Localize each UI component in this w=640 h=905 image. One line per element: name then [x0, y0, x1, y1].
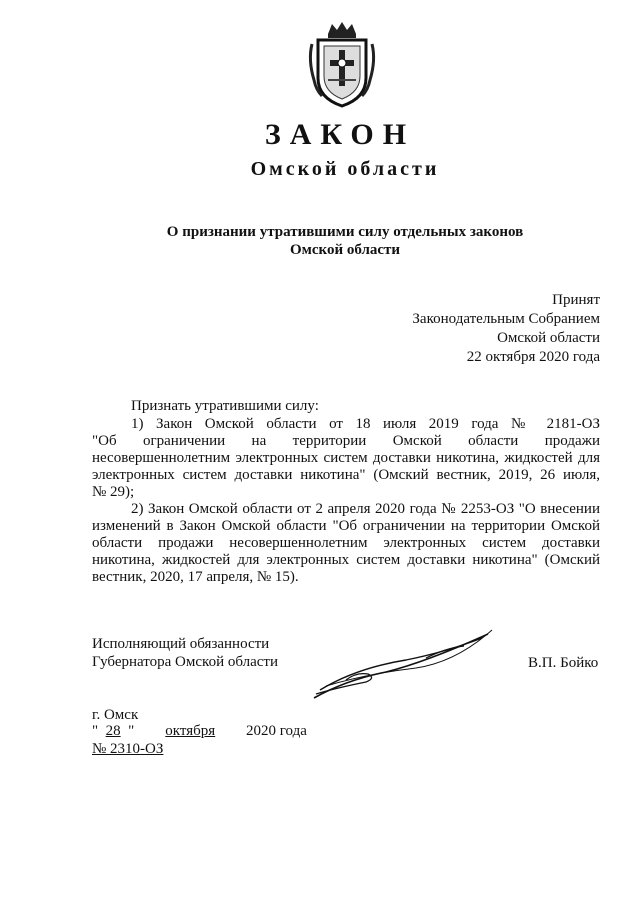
footer-city: г. Омск [92, 707, 139, 723]
footer-date-day: 28 [105, 723, 121, 739]
item1-line-4: электронных систем доставки никотина" (Омский вестник, 2019, 26 июля, [92, 467, 600, 483]
signatory-position-line-2: Губернатора Омской области [92, 654, 278, 670]
item2-line-5: вестник, 2020, 17 апреля, № 15). [92, 569, 299, 585]
document-subtitle: Омской области [250, 158, 440, 180]
handwritten-signature [306, 628, 496, 703]
omsk-coat-of-arms-emblem [306, 20, 378, 108]
item2-line-4: никотина, жидкостей для электронных систем доставки никотина" (Омский [92, 552, 600, 568]
signatory-name: В.П. Бойко [528, 655, 599, 671]
subject-line-1: О признании утратившими силу отдельных законов [166, 224, 524, 240]
footer-date-quote-open: " [92, 723, 99, 739]
item2-line-3: области продажи несовершеннолетним электронных систем доставки [92, 535, 600, 551]
signatory-position-line-1: Исполняющий обязанности [92, 636, 270, 652]
item1-line-1: 1) Закон Омской области от 18 июля 2019 года № 2181-ОЗ [131, 416, 600, 432]
footer-law-number: № 2310-ОЗ [92, 741, 164, 757]
adopted-line-1: Принят [552, 292, 600, 308]
footer-date-year: 2020 года [246, 723, 307, 739]
item1-line-3: несовершеннолетним электронных систем доставки никотина, жидкостей для [92, 450, 600, 466]
item2-line-2: изменений в Закон Омской области "Об ограничении на территории Омской [92, 518, 600, 534]
adopted-date: 22 октября 2020 года [466, 349, 600, 365]
document-title: ЗАКОН [264, 118, 416, 151]
body-intro: Признать утратившими силу: [131, 398, 319, 414]
item1-line-2: "Об ограничении на территории Омской области продажи [92, 433, 600, 449]
item2-line-1: 2) Закон Омской области от 2 апреля 2020 года № 2253-ОЗ "О внесении [131, 501, 600, 517]
adopted-line-2: Законодательным Собранием [412, 311, 600, 327]
adopted-line-3: Омской области [497, 330, 600, 346]
footer-date-quote-close: " [128, 723, 135, 739]
footer-date-month: октября [165, 723, 216, 739]
item1-line-5: № 29); [92, 484, 135, 500]
subject-line-2: Омской области [289, 242, 401, 258]
footer-date [92, 723, 307, 740]
